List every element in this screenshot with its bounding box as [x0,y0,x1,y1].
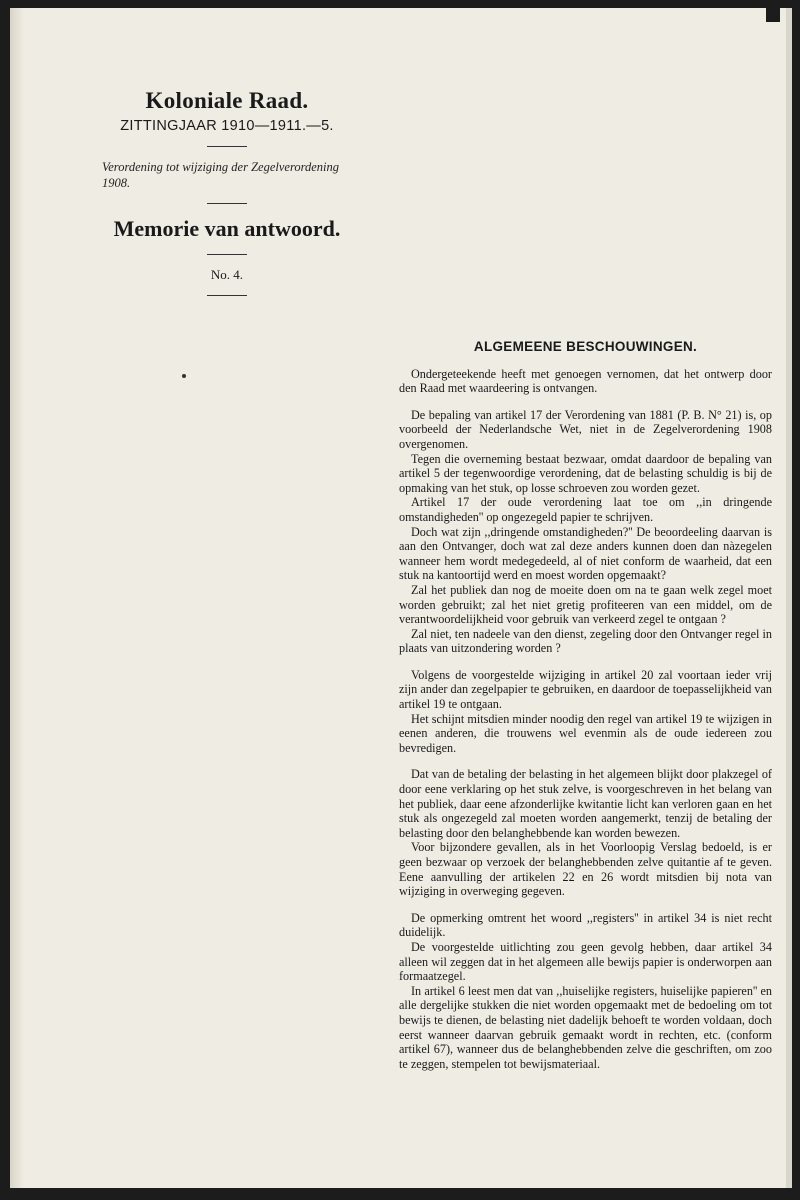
paragraph: Volgens de voorgestelde wijziging in artikel 20 zal voortaan ieder vrij zijn ander dan zegelpapier te gebruiken, en daardoor de toepasselijkheid van artikel 19 te ontgaan. [399,667,772,712]
paragraph: Ondergeteekende heeft met genoegen vernomen, dat het ontwerp door den Raad met waardeering is ontvangen. [399,366,772,396]
paragraph: Voor bijzondere gevallen, als in het Voorloopig Verslag bedoeld, is er geen bezwaar op verzoek der belanghebbenden zelve quitantie af te geven. Eene aanvulling der artikelen 22 en 26 wordt mitsdien bij nota van wijziging in overweging gegeven. [399,840,772,899]
document-type: Memorie van antwoord. [113,216,341,241]
divider [207,146,247,147]
paragraph: De opmerking omtrent het woord ,,registers'' in artikel 34 is niet recht duidelijk. [399,910,772,940]
session-year: ZITTINGJAAR 1910—1911.—5. [120,118,334,134]
document-header [98,88,356,308]
council-title: Koloniale Raad. [145,88,309,113]
paragraph: Dat van de betaling der belasting in het algemeen blijkt door plakzegel of door eene verklaring op het stuk zelve, is voorgeschreven in het belang van het publiek, daar eene afzonderlijke kwitantie licht kan verloren gaan en het stuk als ongezegeld zal moeten worden aangemerkt, tenzij de betaling der belasting door den belanghebbende kan worden bewezen. [399,767,772,840]
paragraph: Doch wat zijn ,,dringende omstandigheden?'' De beoordeeling daarvan is aan den Ontvanger, doch wat zal deze anders kunnen doen dan nàzegelen wanneer hem wordt medegedeeld, al of niet conform de waarheid, dat een stuk na kantoortijd werd en moest worden opgemaakt? [399,524,772,583]
paragraph: Zal het publiek dan nog de moeite doen om na te gaan welk zegel moet worden gebruikt; zal het niet gretig profiteeren van een middel, om de verantwoordelijkheid voor gebruik van verkeerd zegel te ontgaan ? [399,582,772,627]
paragraph: Zal niet, ten nadeele van den dienst, zegeling door den Ontvanger regel in plaats van uitzondering worden ? [399,626,772,656]
section-heading: ALGEMEENE BESCHOUWINGEN. [473,339,698,354]
document-number: No. 4. [210,267,244,282]
paragraph: In artikel 6 leest men dat van ,,huiselijke registers, huiselijke papieren'' en alle dergelijke stukken die niet worden opgemaakt met de bedoeling om tot bewijs te dienen, de belasting niet dadelijk behoeft te worden voldaan, doch eerst wanneer daarvan gebruik gemaakt wordt in rechten, etc. (conform artikel 67), wanneer dus de belanghebbenden zelve die geschriften, om zoo te zeggen, stempelen tot bewijsmateriaal. [399,983,772,1071]
paragraph: De bepaling van artikel 17 der Verordening van 1881 (P. B. N° 21) is, op voorbeeld der Nederlandsche Wet, niet in de Zegelverordening 1908 overgenomen. [399,407,772,451]
stray-mark [182,374,186,378]
corner-mark [766,8,780,22]
paragraph: Tegen die overneming bestaat bezwaar, omdat daardoor de bepaling van artikel 5 der tegenwoordige verordening, dat de belasting schuldig is bij de opmaking van het stuk, op losse schroeven zou worden gezet. [399,451,772,495]
document-page [10,8,792,1188]
divider [207,254,247,255]
ordinance-subtitle: Verordening tot wijziging der Zegelverordening 1908. [102,160,340,190]
body-column [399,340,772,1071]
page-binding-edge [10,8,24,1188]
paragraph: Het schijnt mitsdien minder noodig den regel van artikel 19 te wijzigen in eenen anderen, die trouwens wel evenmin als de oude iedereen zou bevredigen. [399,711,772,755]
paragraph: De voorgestelde uitlichting zou geen gevolg hebben, daar artikel 34 alleen wil zeggen dat in het algemeen alle bewijs papier is onderworpen aan formaatzegel. [399,939,772,984]
divider [207,295,247,296]
paragraph: Artikel 17 der oude verordening laat toe om ,,in dringende omstandigheden'' op ongezegeld papier te schrijven. [399,495,772,524]
divider [207,203,247,204]
